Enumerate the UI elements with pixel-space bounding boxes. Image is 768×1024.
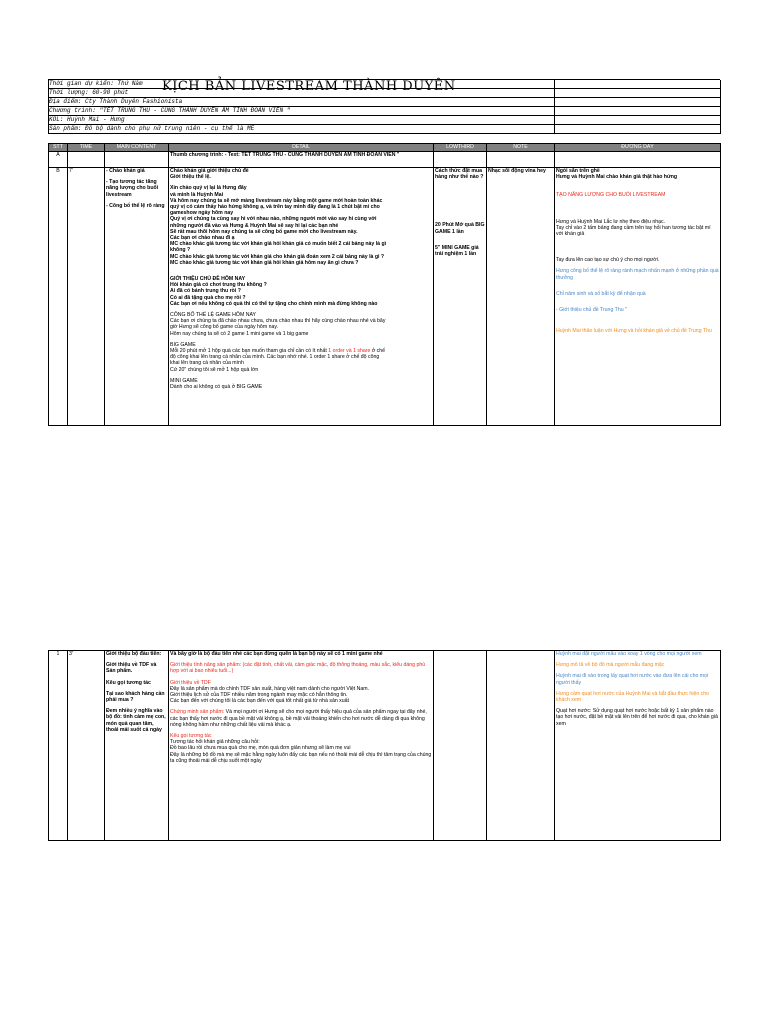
duong-day-line: Huỳnh mai đặt người mẫu vào xoay 1 vòng cho mọi người xem [556, 651, 702, 657]
main-item: Giới thiệu về TDF và Sản phẩm. [106, 662, 157, 675]
table-row [49, 168, 721, 426]
detail-rules [170, 312, 432, 337]
detail-line: Chào khán giả giới thiệu chủ đề [170, 168, 249, 174]
detail-line: GIỚI THIỆU CHỦ ĐỀ HÔM NAY [170, 276, 246, 283]
row-a-lowthird [434, 152, 487, 168]
row-a-note [487, 152, 555, 168]
row-1-note [487, 651, 555, 841]
row-b-detail [169, 168, 434, 426]
table-header-row [49, 144, 721, 152]
detail-line: giờ Hưng sẽ công bố game của ngày hôm nay. [170, 324, 278, 331]
row-a-duong-day [555, 152, 721, 168]
row-1-detail [169, 651, 434, 841]
detail-line: Tương tác hỏi khán giả những câu hỏi: Đồ bao lâu rồi chưa mua quà cho mẹ, món quà đơn giản nhưng sẽ làm mẹ vui Đây là những bộ đồ mà mẹ sẽ mặc hằng ngày luôn đấy các bạn nếu nó thoải mái dễ chịu thì tâm trạng của chúng ta cũng thoải mái dễ chịu suốt một ngày [170, 739, 432, 764]
detail-line: khai lên trang cá nhân của mình [170, 360, 244, 367]
main-item: Tại sao khách hàng cần phải mua ? [106, 690, 165, 704]
row-a-main [105, 152, 169, 168]
row-b-lowthird [434, 168, 487, 426]
duong-day-line: Ngồi sẵn trên ghế Hưng và Huỳnh Mai chào khán giả thật hào hứng [556, 168, 678, 181]
detail-line: Hỏi khán giả có chơi trung thu không ? [170, 282, 267, 289]
detail-line: Các bạn ơi chúng ta đã chào nhau chưa, chưa chào nhau thì hãy cùng chào nhau nhé và bây [170, 318, 386, 325]
row-b-duong-day [555, 168, 721, 426]
col-duong-day: ĐƯỜNG DẪY [555, 144, 721, 152]
table-row [49, 651, 721, 841]
detail-line: độ công khai lên trang cá nhân của mình. Các bạn nhớ nhé. 1 order 1 share ở chế độ công [170, 354, 380, 361]
detail-line: Các bạn ơi chào nhau đi ạ [170, 235, 235, 242]
duong-day-line: Chỉ năm sinh và số bắt kỳ để nhận quà [556, 290, 646, 297]
col-main-content: MAIN CONTENT [105, 144, 169, 152]
info-row [48, 89, 720, 98]
detail-line: Và hôm nay chúng ta sẽ mở màng livestream này bằng một game mới hoàn toàn khác [170, 197, 383, 204]
detail-line: MC chào khác giả tương tác với khán giả cho khán giả đoán xem 2 cái bảng này là gì ? [170, 253, 385, 260]
main-item: - Tạo tương tác tăng năng lượng cho buổi livestream [106, 179, 159, 198]
info-location: Địa điểm: Cty Thành Duyên Fashionista [49, 98, 183, 105]
detail-line: Ai đã có bánh trung thu rồi ? [170, 288, 241, 295]
info-row [48, 98, 720, 107]
row-b-main [105, 168, 169, 426]
info-program: Chương trình: "TẾT TRUNG THU - CÙNG THÀNH DUYÊN ẤM TÌNH ĐOÀN VIÊN " [49, 107, 291, 114]
document-title: KỊCH BẢN LIVESTREAM THÀNH DUYÊN [162, 79, 456, 94]
col-detail: DETAIL [169, 144, 434, 152]
col-note: NOTE [487, 144, 555, 152]
script-table-continued [48, 650, 721, 841]
detail-text: Và mọi người ơi Hưng sẽ cho mọi người thấy hiệu quả của sản phẩm ngay tại đây nhé, các bạn thấy hơi nước đi qua bề mặt vải không ạ, bề mặt vải thoáng khiến cho hơi nước dễ dàng đi qua không nóng không hầm như những chất liệu vải mà khác ạ. [170, 709, 427, 728]
duong-day-line: Huỳnh Mai thảo luận với Hưng và hỏi khán giả về chủ đề Trung Thu [556, 328, 712, 335]
row-a-stt: A [49, 152, 68, 168]
info-product: Sản phẩm: Đồ bộ dành cho phụ nữ trung niên - cụ thể là ME [49, 125, 255, 132]
detail-line: MC chào khác giả tương tác với khán giả hỏi khán giả hôm nay ăn gì chưa ? [170, 259, 359, 266]
row-1-lowthird [434, 651, 487, 841]
row-b-time: 7' [68, 168, 105, 426]
row-a-detail: Thumb chương trình: - Text: TẾT TRUNG THU - CÙNG THÀNH DUYÊN ẤM TÌNH ĐOÀN VIÊN " [169, 152, 434, 168]
detail-line: CÔNG BỐ THỂ LỆ GAME HÔM NAY [170, 312, 256, 319]
detail-line: không ? [170, 247, 191, 254]
script-table [48, 143, 721, 426]
detail-line: Xin chào quý vị lại là Hưng đây [170, 185, 247, 192]
duong-day-line: Hưng công bố thể lệ rõ ràng rành mạch nhấn mạnh ở những phần quà thưởng [556, 268, 719, 281]
row-1-main [105, 651, 169, 841]
mini-game-title: MINI GAME [170, 377, 198, 384]
duong-day-line: Hưng mô tả về bộ đồ mà người mẫu đang mặc [556, 662, 665, 669]
info-duration: Thời lượng: 60-90 phút [49, 89, 129, 96]
duong-day-line: Tay đưa lên cao tạo sự chú ý cho mọi người. [556, 257, 660, 264]
info-block [48, 79, 720, 134]
main-item: - Chào khán giả [106, 168, 145, 174]
lowthird-item: 5" MINI GAME giá trải nghiệm 1 lần [435, 244, 479, 258]
info-kol: KOL: Huỳnh Mai - Hưng [49, 116, 125, 123]
big-game-text: Mỗi 20 phút mở 1 hộp quà các bạn muốn tham gia chỉ cần có ít nhất [170, 348, 329, 355]
big-game [170, 342, 432, 373]
detail-highlight: Chứng minh sản phẩm: [170, 709, 226, 716]
detail-greeting [170, 168, 432, 266]
info-row [48, 125, 720, 134]
info-row [48, 80, 720, 89]
row-b-note: Nhạc sôi động vina hey [487, 168, 555, 426]
detail-line: Đây là sản phẩm mà do chính TDF sản xuất, hàng việt nam dành cho người Việt Nam. Giới thiệu lịch sử của TDF nhiều năm trong ngành may mặc có hẳn thông tin. Các bạn đến với chúng tôi là các bạn đến với quá tốt nhất giá từ nhà sản xuất [170, 685, 370, 705]
duong-day-line: Hưng cầm quạt hơi nước của Huỳnh Mai và bắt đầu thực hiện cho khách xem [556, 690, 710, 704]
big-game-highlight: 1 order và 1 share [328, 348, 371, 355]
col-stt: STT [49, 144, 68, 152]
row-b-stt: B [49, 168, 68, 426]
main-item: - Công bố thể lệ rõ ràng [106, 202, 165, 209]
lowthird-item: 20 Phút Mở quà BIG GAME 1 lần [435, 222, 485, 235]
main-item: Đem nhiều ý nghĩa vào bộ đồ: tình cảm mẹ con, món quà quan tâm, thoải mái suốt cả ngày [106, 708, 166, 733]
detail-line: Giới thiệu thể lệ. [170, 174, 211, 181]
detail-line: Sẽ rất mau thôi hôm nay chúng ta sẽ công bố game mới cho livestream này. [170, 228, 358, 235]
detail-line: Các bạn ơi nếu không có quà thì có thể tự tặng cho chính mình mà đừng không nào [170, 300, 378, 307]
main-item: Kêu gọi tương tác [106, 679, 151, 686]
detail-line: Cứ 20" chúng tôi sẽ mở 1 hộp quà lớn [170, 366, 259, 373]
row-1-stt: 1 [49, 651, 68, 841]
big-game-text: ở chế [370, 348, 386, 355]
big-game-title: BIG GAME [170, 341, 196, 348]
detail-line [170, 709, 432, 728]
row-1-time: 3' [68, 651, 105, 841]
info-row [48, 116, 720, 125]
info-row [48, 107, 720, 116]
duong-day-line: Huỳnh mai đi vào trong lấy quạt hơi nước vào đưa lên cái cho mọi người thấy [556, 673, 709, 686]
detail-line: MC chào khác giả tương tác với khán giả hỏi khán giả có muốn biết 2 cái bảng này là gì [170, 241, 387, 248]
detail-line: Có ai đã tặng quà cho mẹ rồi ? [170, 294, 246, 301]
duong-day-line: Hưng và Huỳnh Mai Lắc lư nhẹ theo điệu nhạc. Tay chỉ vào 2 tấm bảng đang cầm trên tay hỏi han tương tác bật mí với khán giả [556, 218, 711, 238]
detail-line: quý vị có cảm thấy háo hứng không ạ, và trên tay mình đây đang là 1 chút bật mí cho [170, 204, 380, 211]
col-lowthird: LOWTHIRD [434, 144, 487, 152]
detail-line: Quý vị ơi chúng ta cùng say hi với nhau nào, những người mới vào say hi cùng với [170, 216, 377, 223]
detail-line: gameshow ngày hôm nay [170, 210, 234, 217]
detail-intro [170, 276, 432, 307]
duong-day-line: TẠO NĂNG LƯỢNG CHO BUỔI LIVESTREAM [556, 192, 666, 199]
detail-line: Hôm nay chúng ta sẽ có 2 game 1 mini game và 1 big game [170, 330, 309, 337]
detail-line: Và bây giờ là bộ đầu tiên nhé các bạn đừng quên là bạn bộ này sẽ có 1 mini game nhé [170, 651, 383, 657]
row-1-duong-day [555, 651, 721, 841]
lowthird-item: Cách thức đặt mua hàng như thế nào ? [435, 168, 484, 181]
detail-line: Giới thiệu về TDF [170, 679, 211, 686]
detail-line: và mình là Huỳnh Mai [170, 191, 224, 198]
mini-game-text: Dành cho ai không có quà ở BIG GAME [170, 384, 263, 391]
duong-day-line: Quạt hơi nước: Sử dụng quạt hơi nước hoặc bất kỳ 1 sản phẩm nào tạo hơi nước, đặt bề mặt vải lên trên để hơi nước đi qua, cho khán giả xem [556, 708, 718, 727]
info-date: Thời gian dự kiến: Thứ Năm [49, 80, 143, 87]
detail-line: Kêu gọi tương tác [170, 733, 212, 740]
detail-line: những người đã vào và Hưng & Huỳnh Mai sẽ say hi lại các bạn nhé [170, 222, 339, 229]
row-a-time [68, 152, 105, 168]
detail-line: Giới thiệu tính năng sản phẩm: (các đặt tính, chất vải, cảm giác mặc, độ thông thoáng, màu sắc, kiểu dáng phù hợp với ai bao nhiêu tuổi...) [170, 662, 426, 675]
col-time: TIME [68, 144, 105, 152]
table-row [49, 152, 721, 168]
duong-day-line: - Giới thiệu chủ đề Trung Thu " [556, 307, 627, 314]
main-item: Giới thiệu bộ đầu tiên: [106, 651, 162, 657]
